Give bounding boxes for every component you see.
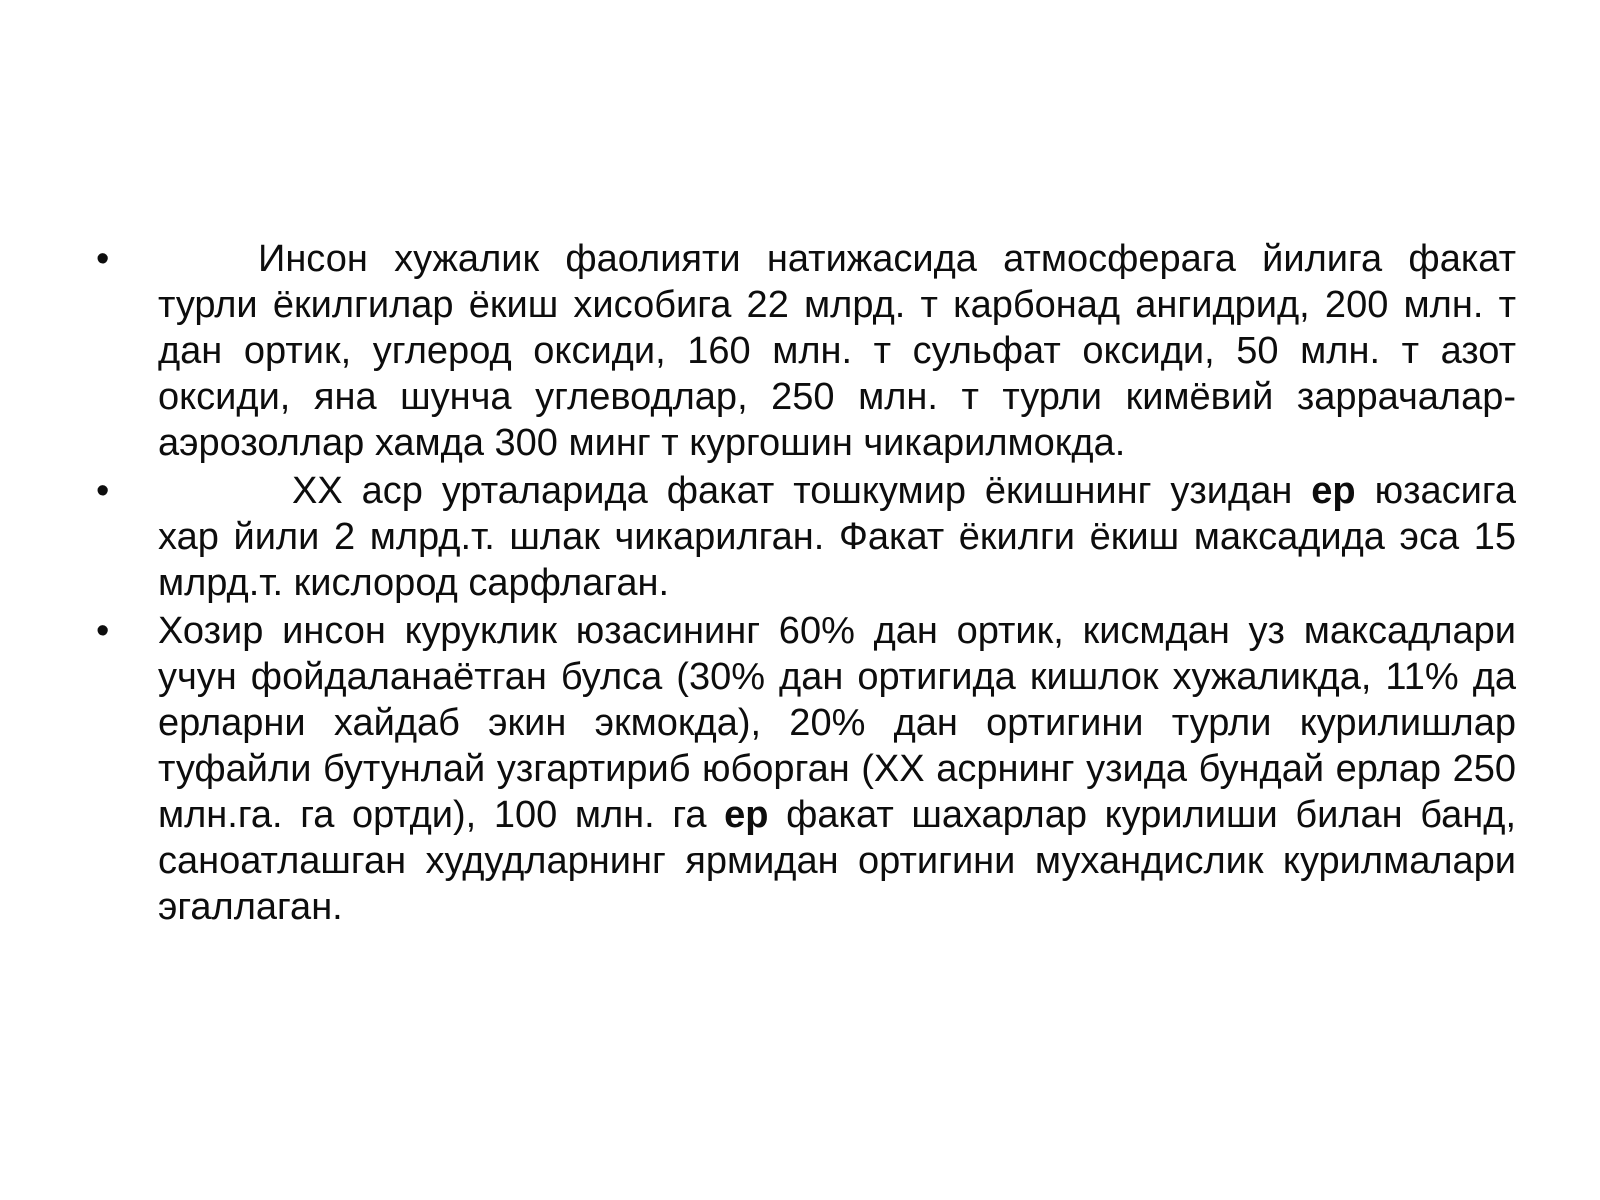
bullet-item-1 xyxy=(96,236,1516,466)
bullet-icon: • xyxy=(96,238,110,280)
bold-word-er: ер xyxy=(1311,470,1356,512)
bold-word-er: ер xyxy=(724,794,769,836)
bullet-text-3b: факат шахарлар курилиши билан банд, саноатлашган худудларнинг ярмидан ортигини мухандислик курилмалари эгаллаган. xyxy=(158,794,1517,928)
bullet-text-2b: юзасига хар йили 2 млрд.т. шлак чикарилган. Факат ёкилги ёкиш максадида эса 15 млрд.т. кислород сарфлаган. xyxy=(158,470,1517,604)
bullet-list xyxy=(96,236,1516,930)
bullet-icon: • xyxy=(96,470,110,512)
bullet-text-2a: XX аср урталарида факат тошкумир ёкишнинг узидан xyxy=(292,470,1312,512)
bullet-item-3 xyxy=(96,608,1516,930)
bullet-text-3a: Хозир инсон куруклик юзасининг 60% дан ортик, кисмдан уз максадлари учун фойдаланаётган булса (30% дан ортигида кишлок хужаликда, 11% да ерларни хайдаб экин экмокда), 20% дан ортигини турли курилишлар туфайли бутунлай узгартириб юборган (XX асрнинг узида бундай ерлар 250 млн.га. га ортди), 100 млн. га xyxy=(158,610,1516,836)
indent-space xyxy=(158,238,258,280)
bullet-icon: • xyxy=(96,610,110,652)
bullet-text-1: Инсон хужалик фаолияти натижасида атмосферага йилига факат турли ёкилгилар ёкиш хисобига 22 млрд. т карбонад ангидрид, 200 млн. т дан ортик, углерод оксиди, 160 млн. т сульфат оксиди, 50 млн. т азот оксиди, яна шунча углеводлар, 250 млн. т турли кимёвий заррачалар-аэрозоллар хамда 300 минг т кургошин чикарилмокда. xyxy=(158,238,1516,464)
bullet-item-2 xyxy=(96,468,1516,606)
indent-space xyxy=(158,470,292,512)
